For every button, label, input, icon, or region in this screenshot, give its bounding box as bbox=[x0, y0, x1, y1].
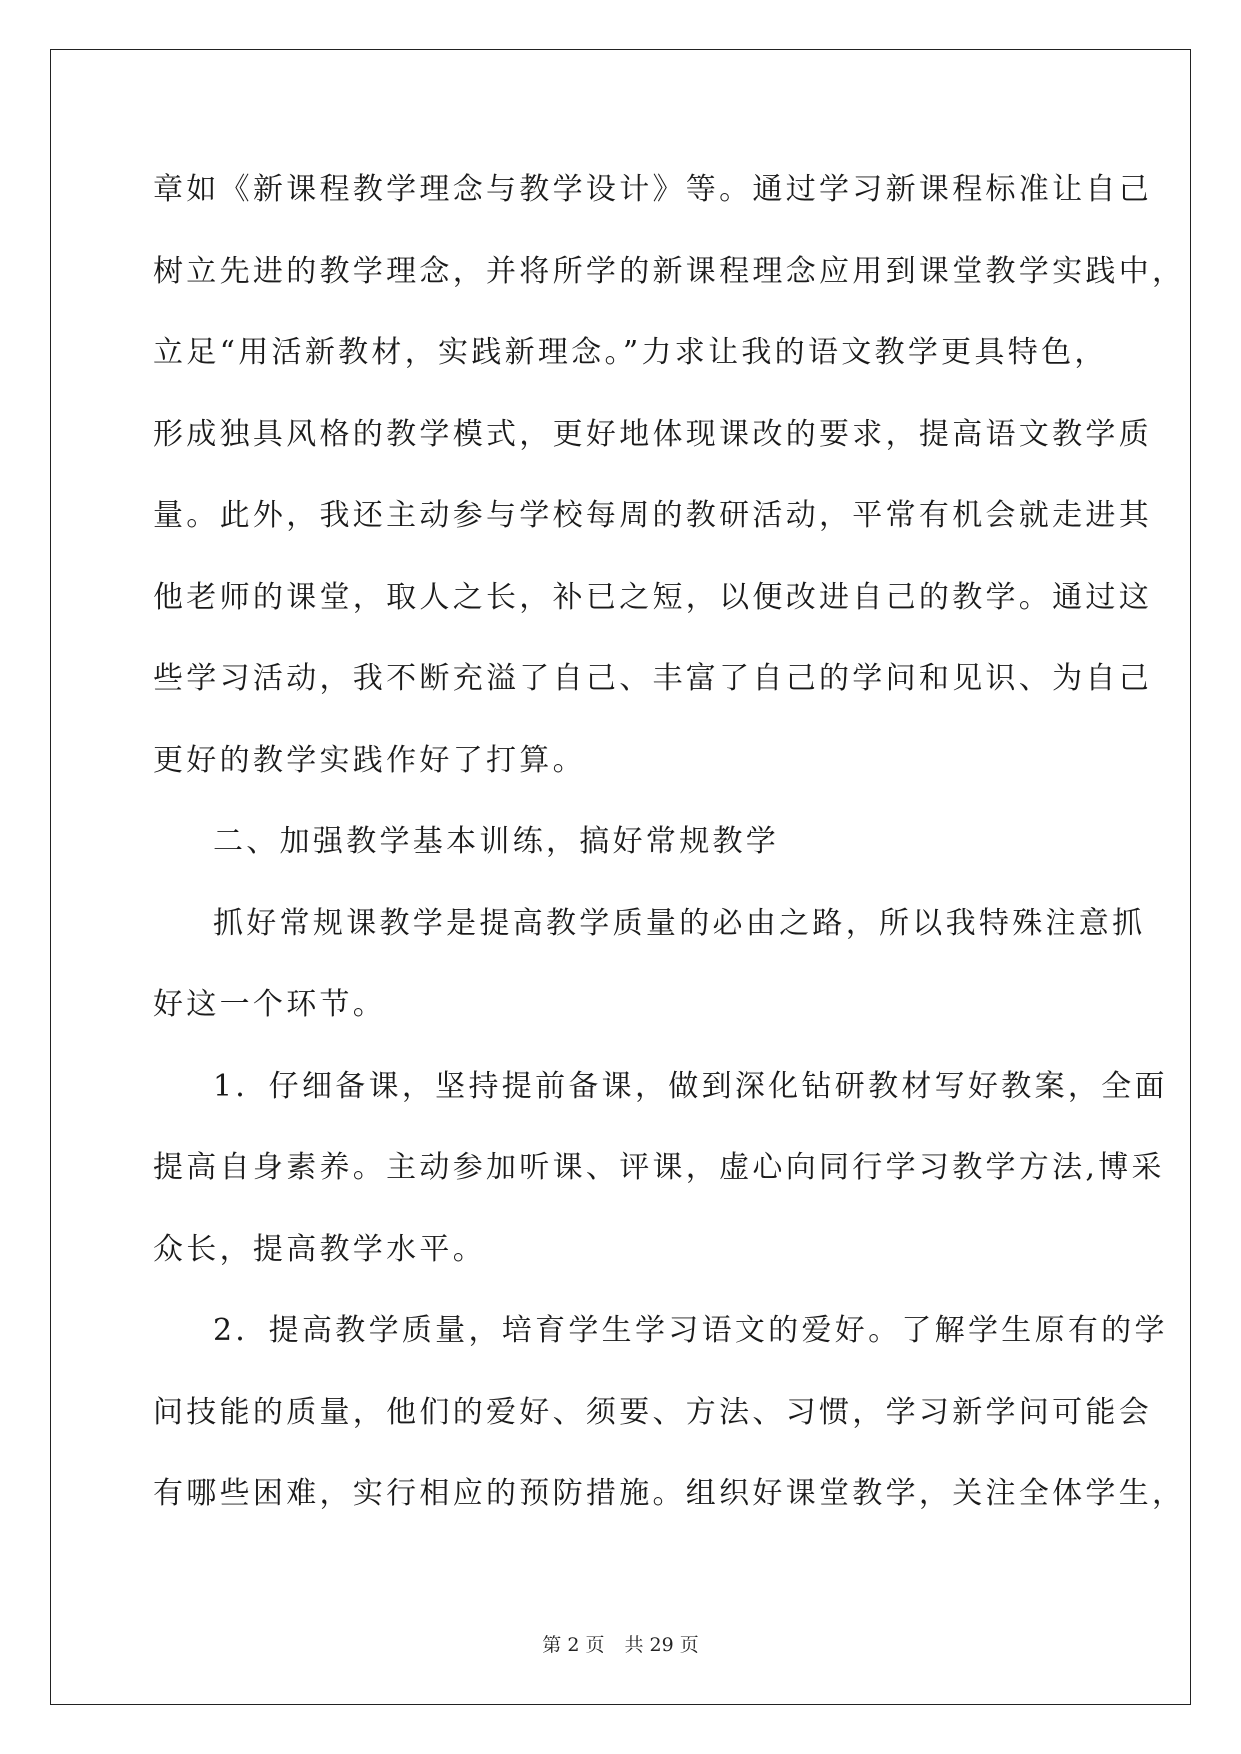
text-line: 形成独具风格的教学模式，更好地体现课改的要求，提高语文教学质 bbox=[153, 416, 1152, 452]
text-line: 提高自身素养。主动参加听课、评课，虚心向同行学习教学方法,博采 bbox=[153, 1150, 1165, 1185]
text-line: 问技能的质量，他们的爱好、须要、方法、习惯，学习新学问可能会 bbox=[153, 1394, 1152, 1430]
text-line: 抓好常规课教学是提高教学质量的必由之路，所以我特殊注意抓 bbox=[213, 905, 1146, 941]
text-line: 章如《新课程教学理念与教学设计》等。通过学习新课程标准让自己 bbox=[153, 172, 1152, 207]
page-number: 第 2 页 bbox=[542, 1634, 605, 1656]
text-line: 量。此外，我还主动参与学校每周的教研活动，平常有机会就走进其 bbox=[153, 498, 1152, 533]
page-footer bbox=[0, 1630, 1241, 1657]
text-line: 有哪些困难，实行相应的预防措施。组织好课堂教学，关注全体学生， bbox=[153, 1476, 1186, 1511]
text-line: 更好的教学实践作好了打算。 bbox=[153, 742, 586, 778]
text-line: 好这一个环节。 bbox=[153, 987, 387, 1022]
document-body bbox=[153, 160, 1186, 1546]
page-total: 共 29 页 bbox=[624, 1634, 699, 1656]
text-line: 2．提高教学质量，培育学生学习语文的爱好。了解学生原有的学 bbox=[213, 1313, 1168, 1348]
text-line: 些学习活动，我不断充溢了自己、丰富了自己的学问和见识、为自己 bbox=[153, 661, 1152, 696]
text-line: 树立先进的教学理念，并将所学的新课程理念应用到课堂教学实践中， bbox=[153, 253, 1186, 289]
section-heading: 二、加强教学基本训练，搞好常规教学 bbox=[213, 824, 780, 859]
text-line: 他老师的课堂，取人之长，补已之短，以便改进自己的教学。通过这 bbox=[153, 579, 1152, 615]
text-line: 1．仔细备课，坚持提前备课，做到深化钻研教材写好教案，全面 bbox=[213, 1068, 1168, 1104]
text-line: 立足“用活新教材，实践新理念。”力求让我的语文教学更具特色， bbox=[153, 335, 1108, 370]
text-line: 众长，提高教学水平。 bbox=[153, 1231, 486, 1267]
